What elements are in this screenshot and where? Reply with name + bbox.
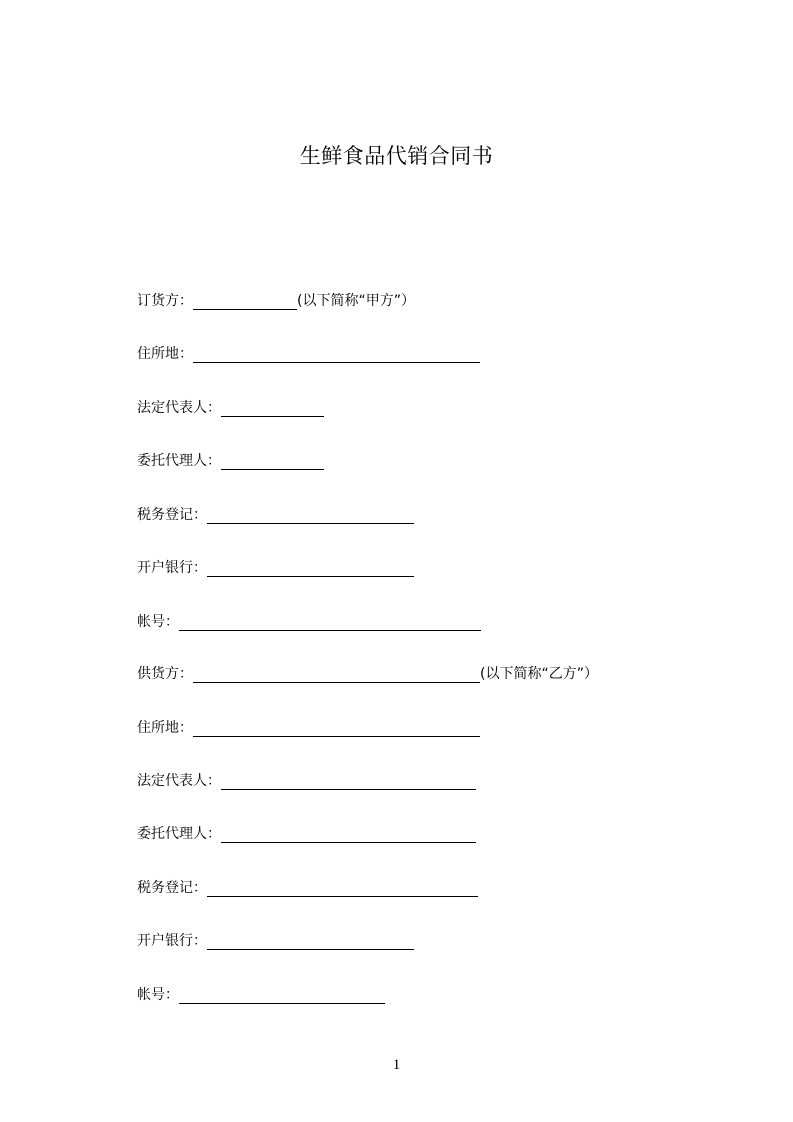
supplier-field bbox=[137, 662, 598, 686]
party-a-address-label: 住所地： bbox=[137, 346, 193, 362]
party-b-bank-label: 开户银行： bbox=[137, 933, 207, 949]
orderer-field bbox=[137, 289, 415, 313]
party-b-tax-label: 税务登记： bbox=[137, 880, 207, 896]
party-a-bank-blank[interactable] bbox=[207, 559, 414, 577]
party-b-legal-rep-field bbox=[137, 769, 476, 793]
party-b-agent-field bbox=[137, 822, 476, 846]
party-b-legal-rep-blank[interactable] bbox=[221, 772, 476, 790]
party-a-agent-field bbox=[137, 449, 324, 473]
party-a-bank-label: 开户银行： bbox=[137, 560, 207, 576]
party-a-agent-blank[interactable] bbox=[221, 452, 324, 470]
party-b-bank-blank[interactable] bbox=[207, 932, 414, 950]
party-b-tax-blank[interactable] bbox=[207, 879, 478, 897]
party-b-address-field bbox=[137, 716, 480, 740]
party-a-legal-rep-blank[interactable] bbox=[221, 399, 324, 417]
party-a-address-blank[interactable] bbox=[193, 345, 480, 363]
party-a-bank-field bbox=[137, 556, 414, 580]
party-b-agent-label: 委托代理人： bbox=[137, 826, 221, 842]
page-title: 生鲜食品代销合同书 bbox=[299, 144, 494, 168]
party-b-bank-field bbox=[137, 929, 414, 953]
party-b-agent-blank[interactable] bbox=[221, 825, 476, 843]
party-b-address-blank[interactable] bbox=[193, 719, 480, 737]
party-b-tax-field bbox=[137, 876, 478, 900]
party-a-account-blank[interactable] bbox=[179, 613, 481, 631]
party-b-legal-rep-label: 法定代表人： bbox=[137, 773, 221, 789]
party-b-account-blank[interactable] bbox=[179, 986, 385, 1004]
party-a-agent-label: 委托代理人： bbox=[137, 453, 221, 469]
page-number: 1 bbox=[392, 1057, 401, 1073]
orderer-note: (以下简称“甲方”） bbox=[297, 293, 415, 309]
party-b-account-label: 帐号： bbox=[137, 987, 179, 1003]
party-a-legal-rep-field bbox=[137, 396, 324, 420]
party-a-address-field bbox=[137, 342, 480, 366]
party-a-account-field bbox=[137, 610, 481, 634]
party-a-tax-field bbox=[137, 503, 414, 527]
supplier-blank[interactable] bbox=[193, 665, 480, 683]
orderer-blank[interactable] bbox=[193, 292, 297, 310]
party-a-tax-label: 税务登记： bbox=[137, 507, 207, 523]
supplier-label: 供货方： bbox=[137, 666, 193, 682]
party-a-tax-blank[interactable] bbox=[207, 506, 414, 524]
orderer-label: 订货方： bbox=[137, 293, 193, 309]
supplier-note: (以下简称“乙方”） bbox=[480, 666, 598, 682]
party-a-legal-rep-label: 法定代表人： bbox=[137, 400, 221, 416]
party-b-account-field bbox=[137, 983, 385, 1007]
party-a-account-label: 帐号： bbox=[137, 614, 179, 630]
party-b-address-label: 住所地： bbox=[137, 720, 193, 736]
